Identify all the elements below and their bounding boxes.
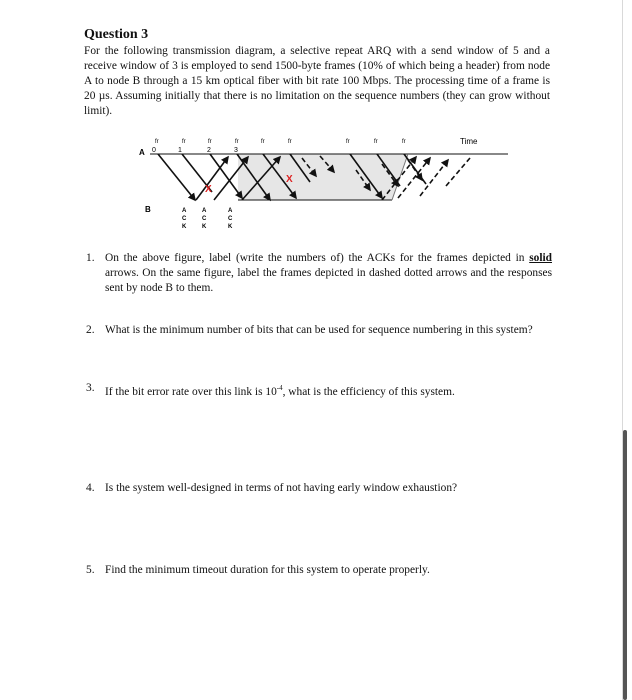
svg-text:C: C	[228, 216, 233, 222]
frame-label: fr	[182, 139, 186, 145]
transmission-diagram	[130, 130, 510, 230]
frame-label: fr	[374, 139, 378, 145]
frame-label: fr	[288, 139, 292, 145]
loss-mark: X	[286, 174, 293, 185]
frame-label: fr	[261, 139, 265, 145]
node-b-label: B	[145, 205, 151, 214]
svg-text:C: C	[182, 216, 187, 222]
item-3: 3. If the bit error rate over this link is $10^{-4}$, what is the efficiency of this system.	[86, 382, 455, 398]
svg-text:A: A	[228, 208, 233, 214]
item-2: 2. What is the minimum number of bits that can be used for sequence numbering in this system?	[86, 324, 533, 336]
svg-text:K: K	[202, 224, 207, 230]
svg-text:K: K	[182, 224, 187, 230]
time-label: Time	[460, 137, 478, 146]
seq-number: 2	[207, 147, 211, 154]
svg-text:A: A	[202, 208, 207, 214]
question-body: For the following transmission diagram, a selective repeat ARQ with a send window of 5 and a receive window of 3 is employed to send 1500-byte frames (10% of which being a header) from node A to node B through a 15 km optical fiber with bit rate 100 Mbps. The processing time of a frame is 20 µs. Assuming initially that there is no limitation on the sequence numbers (they can grow without limit).	[84, 45, 550, 117]
svg-text:A: A	[182, 208, 187, 214]
item-5: 5. Find the minimum timeout duration for this system to operate properly.	[86, 564, 430, 576]
item-4: 4. Is the system well-designed in terms of not having early window exhaustion?	[86, 482, 458, 494]
ack-labels	[182, 208, 233, 230]
item-1: 1. On the above figure, label (write the numbers of) the ACKs for the frames depicted in solid arrows. On the same figure, label the frames depicted in dashed dotted arrows and the responses sent by node B to them.	[86, 252, 552, 294]
loss-mark: X	[205, 184, 212, 195]
question-title: Question 3	[84, 27, 149, 42]
node-a-label: A	[139, 148, 145, 157]
scrollbar[interactable]	[623, 430, 627, 700]
svg-text:K: K	[228, 224, 233, 230]
frame-label: fr	[208, 139, 212, 145]
frame-label: fr	[155, 139, 159, 145]
svg-text:C: C	[202, 216, 207, 222]
seq-number: 0	[152, 147, 156, 154]
seq-number: 1	[178, 147, 182, 154]
frame-label: fr	[402, 139, 406, 145]
seq-number: 3	[234, 147, 238, 154]
frame-label: fr	[346, 139, 350, 145]
frame-label: fr	[235, 139, 239, 145]
